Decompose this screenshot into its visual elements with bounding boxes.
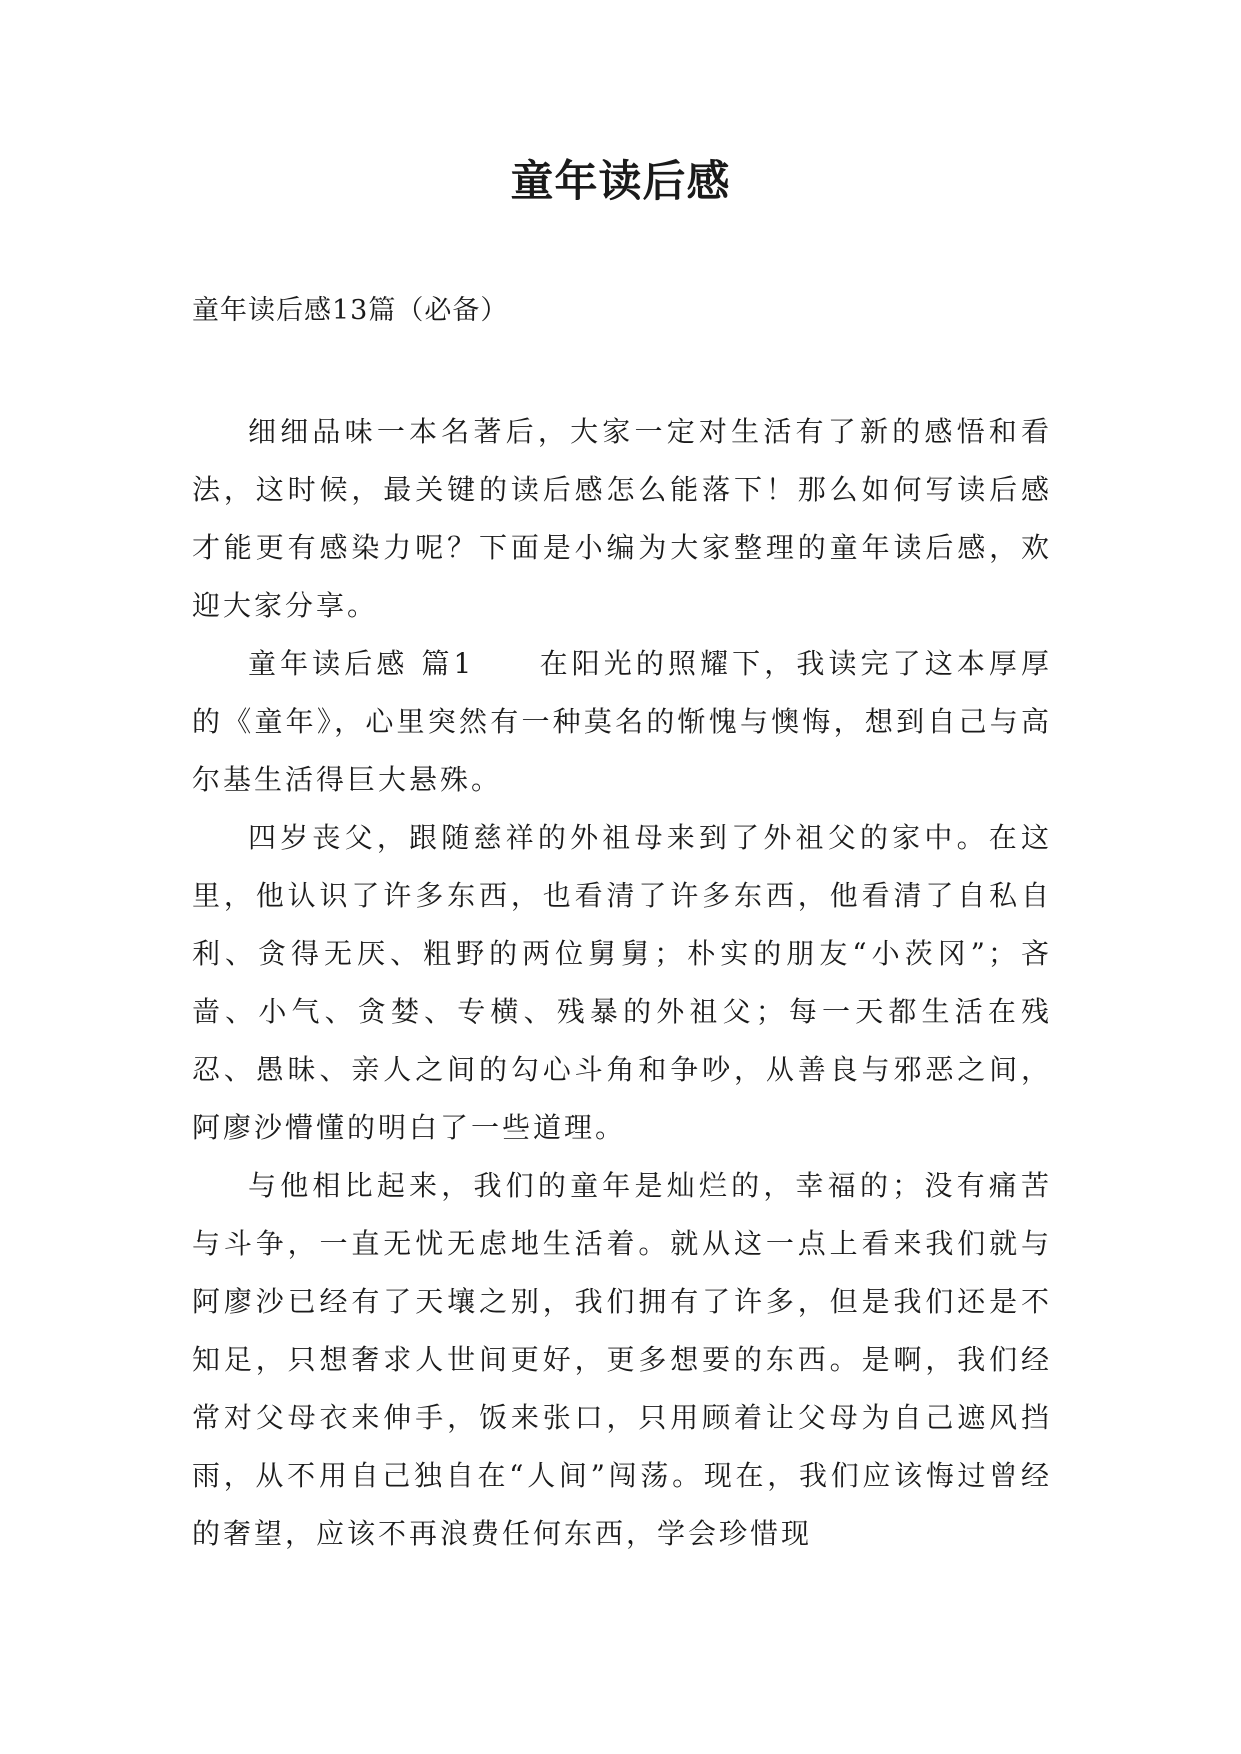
document-subtitle: 童年读后感13篇（必备）	[192, 295, 509, 326]
intro-paragraph: 细细品味一本名著后，大家一定对生活有了新的感悟和看法，这时候，最关键的读后感怎么能落下！那么如何写读后感才能更有感染力呢？下面是小编为大家整理的童年读后感，欢迎大家分享。	[192, 415, 1052, 622]
body-paragraph-2: 四岁丧父，跟随慈祥的外祖母来到了外祖父的家中。在这里，他认识了许多东西，也看清了许多东西，他看清了自私自利、贪得无厌、粗野的两位舅舅；朴实的朋友“小茨冈”；吝啬、小气、贪婪、专横、残暴的外祖父；每一天都生活在残忍、愚昧、亲人之间的勾心斗角和争吵，从善良与邪恶之间，阿廖沙懵懂的明白了一些道理。	[192, 821, 1052, 1144]
document-body	[192, 403, 1052, 1563]
body-paragraph-1: 童年读后感 篇1 在阳光的照耀下，我读完了这本厚厚的《童年》，心里突然有一种莫名的惭愧与懊悔，想到自己与高尔基生活得巨大悬殊。	[192, 647, 1052, 796]
document-title: 童年读后感	[510, 157, 731, 207]
body-paragraph-3: 与他相比起来，我们的童年是灿烂的，幸福的；没有痛苦与斗争，一直无忧无虑地生活着。就从这一点上看来我们就与阿廖沙已经有了天壤之别，我们拥有了许多，但是我们还是不知足，只想奢求人世间更好，更多想要的东西。是啊，我们经常对父母衣来伸手，饭来张口，只用顾着让父母为自己遮风挡雨，从不用自己独自在“人间”闯荡。现在，我们应该悔过曾经的奢望，应该不再浪费任何东西，学会珍惜现	[192, 1169, 1052, 1550]
